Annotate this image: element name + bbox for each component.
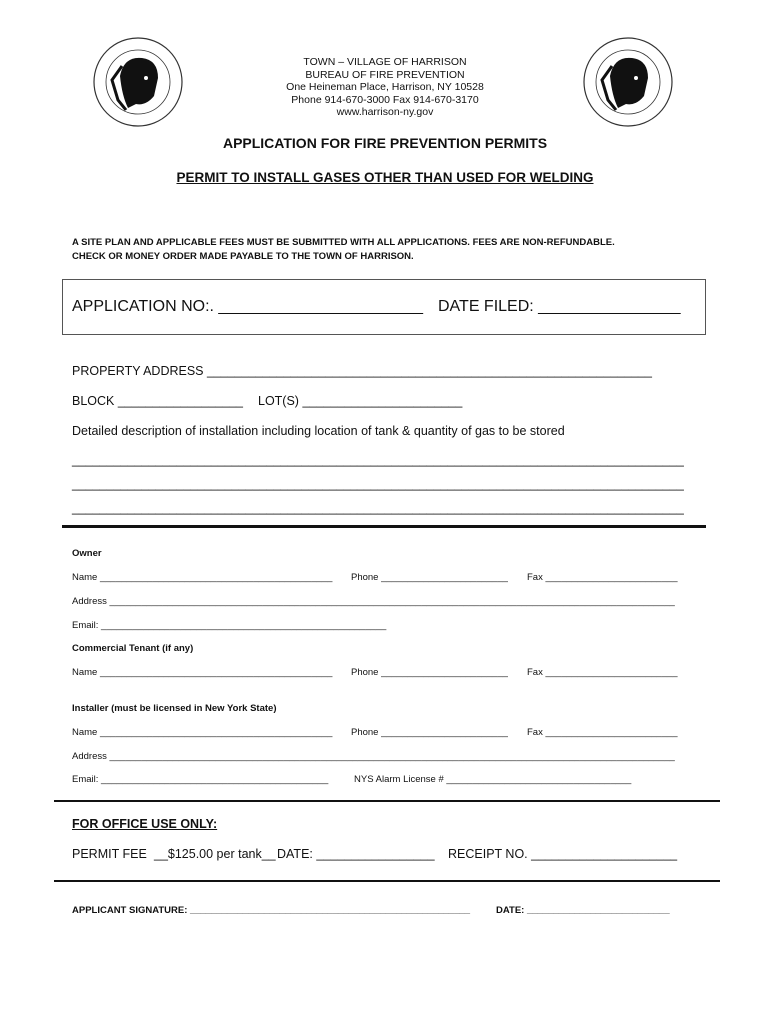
owner-fax-field[interactable]: Fax _________________________ [527, 572, 678, 583]
signature-date-field[interactable]: DATE: ___________________________ [496, 905, 670, 916]
owner-name-field[interactable]: Name ____________________________________________ [72, 572, 333, 583]
header-line-4: Phone 914-670-3000 Fax 914-670-3170 [291, 93, 479, 106]
lots-field[interactable]: LOT(S) _______________________ [258, 394, 463, 408]
tenant-name-field[interactable]: Name ____________________________________________ [72, 667, 333, 678]
permit-fee-value: __$125.00 per tank__ [154, 847, 276, 861]
description-line-2[interactable]: ________________________________________________________________________________________ [72, 477, 684, 491]
installer-email-field[interactable]: Email: ___________________________________________ [72, 774, 329, 785]
installer-name-field[interactable]: Name ____________________________________________ [72, 727, 333, 738]
office-use-heading: FOR OFFICE USE ONLY: [72, 817, 218, 831]
installer-address-field[interactable]: Address ___________________________________________________________________________________________________________ [72, 751, 675, 762]
application-no-field[interactable]: APPLICATION NO:. _______________________ [72, 298, 424, 315]
section-divider [62, 525, 706, 528]
owner-heading: Owner [72, 548, 102, 559]
tenant-heading: Commercial Tenant (if any) [72, 643, 194, 654]
block-field[interactable]: BLOCK __________________ [72, 394, 243, 408]
installer-heading: Installer (must be licensed in New York State) [72, 703, 277, 714]
notice-line-2: CHECK OR MONEY ORDER MADE PAYABLE TO THE TOWN OF HARRISON. [72, 251, 414, 262]
tenant-fax-field[interactable]: Fax _________________________ [527, 667, 678, 678]
installation-description-label: Detailed description of installation including location of tank & quantity of gas to be stored [72, 424, 565, 438]
header-line-5: www.harrison-ny.gov [336, 106, 434, 118]
submission-notice [72, 236, 615, 264]
office-divider [54, 800, 720, 802]
owner-address-field[interactable]: Address ___________________________________________________________________________________________________________ [72, 596, 675, 607]
receipt-no-field[interactable]: RECEIPT NO. _____________________ [448, 847, 678, 861]
installer-fax-field[interactable]: Fax _________________________ [527, 727, 678, 738]
header-line-3: One Heineman Place, Harrison, NY 10528 [286, 81, 484, 93]
applicant-signature-field[interactable]: APPLICANT SIGNATURE: _____________________________________________________ [72, 905, 471, 916]
description-line-1[interactable]: ________________________________________________________________________________________ [72, 453, 684, 467]
header-line-2: BUREAU OF FIRE PREVENTION [305, 68, 465, 81]
permit-fee-label: PERMIT FEE [72, 847, 147, 861]
property-address-field[interactable]: PROPERTY ADDRESS ________________________________________________________________ [72, 364, 652, 378]
letterhead [0, 56, 770, 119]
nys-license-field[interactable]: NYS Alarm License # ___________________________________ [354, 774, 632, 785]
description-line-3[interactable]: ________________________________________________________________________________________ [72, 501, 684, 515]
tenant-phone-field[interactable]: Phone ________________________ [351, 667, 508, 678]
form-title: APPLICATION FOR FIRE PREVENTION PERMITS [222, 135, 548, 151]
owner-email-field[interactable]: Email: ______________________________________________________ [72, 620, 387, 631]
form-subtitle: PERMIT TO INSTALL GASES OTHER THAN USED FOR WELDING [176, 170, 594, 185]
installer-phone-field[interactable]: Phone ________________________ [351, 727, 508, 738]
notice-line-1: A SITE PLAN AND APPLICABLE FEES MUST BE SUBMITTED WITH ALL APPLICATIONS. FEES ARE NON-REFUNDABLE. [72, 237, 615, 248]
date-filed-field[interactable]: DATE FILED: ________________ [438, 298, 681, 315]
office-date-field[interactable]: DATE: _________________ [277, 847, 435, 861]
signature-divider [54, 880, 720, 882]
owner-phone-field[interactable]: Phone ________________________ [351, 572, 508, 583]
header-line-1: TOWN – VILLAGE OF HARRISON [303, 56, 467, 68]
